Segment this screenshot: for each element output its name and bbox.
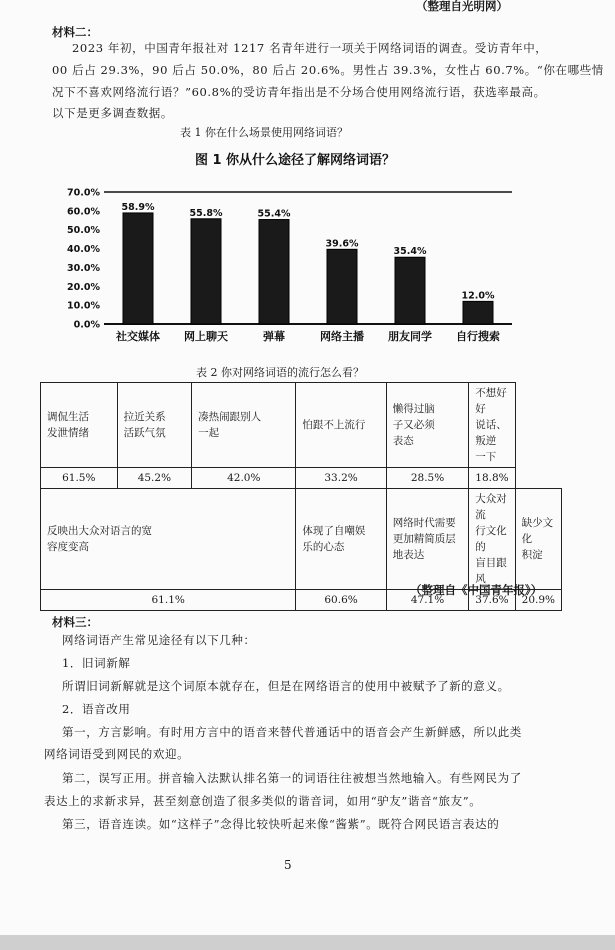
- t2-r2-label-3: 网络时代需要 更加精简质层 地表达: [392, 517, 456, 561]
- t2-r2-value-4: 37.6%: [469, 590, 515, 611]
- table2-row1-labels: [41, 383, 562, 468]
- data-label: 58.9%: [121, 201, 155, 213]
- data-label: 12.0%: [461, 290, 495, 302]
- x-tick-label: 社交媒体: [116, 330, 160, 343]
- material2-line-4: 以下是更多调查数据。: [52, 106, 173, 120]
- material3-intro: 网络词语产生常见途径有以下几种：: [62, 633, 256, 647]
- material2-line-2: 00 后占 29.3%，90 后占 50.0%，80 后占 20.6%。男性占 39.3%，女性占 60.7%。“你在哪些情: [52, 63, 604, 77]
- table1-caption: 表 1 你在什么场景使用网络词语？: [180, 126, 348, 139]
- bar: [463, 301, 493, 324]
- t2-r1-label-3: 凑热闹跟别人 一起: [198, 411, 262, 439]
- bar: [395, 257, 425, 324]
- material3-para4-line1: 第三，语音连读。如“这样子”念得比较快听起来像“酱紫”。既符合网民语言表达的: [62, 817, 500, 831]
- source2: （整理自《中国青年报》）: [410, 583, 543, 597]
- t2-r2-label-1: 反映出大众对语言的宽 容度变高: [47, 525, 152, 553]
- t2-r1-label-4: 怕跟不上流行: [302, 419, 366, 431]
- bar-chart: [60, 144, 520, 350]
- x-tick-label: 朋友同学: [388, 330, 432, 343]
- y-tick-label: 0.0%: [73, 319, 100, 331]
- material3-item2: 2．语音改用: [62, 702, 131, 716]
- x-tick-label: 网络主播: [320, 330, 364, 343]
- t2-r2-value-2: 60.6%: [296, 590, 386, 611]
- t2-r2-label-2: 体现了自嘲娱 乐的心态: [302, 525, 366, 553]
- y-tick-label: 20.0%: [67, 281, 100, 293]
- t2-r1-value-1: 61.5%: [41, 468, 118, 489]
- material3-para2-line1: 第一，方言影响。有时用方言中的语音来替代普通话中的语音会产生新鲜感，所以此类: [62, 725, 522, 739]
- t2-r2-value-1: 61.1%: [41, 590, 296, 611]
- x-tick-label: 自行搜索: [456, 330, 500, 343]
- bar: [327, 249, 357, 324]
- material3-para3-line1: 第二，误写正用。拼音输入法默认排名第一的词语往往被想当然地输入。有些网民为了: [62, 771, 522, 785]
- y-tick-label: 10.0%: [67, 300, 100, 312]
- x-tick-label: 弹幕: [263, 330, 285, 343]
- material2-line-1: 2023 年初，中国青年报社对 1217 名青年进行一项关于网络词语的调查。受访青年中，: [72, 41, 548, 55]
- t2-r1-label-5: 懒得过脑 子又必须 表态: [392, 403, 435, 447]
- y-tick-label: 30.0%: [67, 262, 100, 274]
- material3-para2-line2: 网络词语受到网民的欢迎。: [44, 747, 190, 761]
- material3-item1: 1．旧词新解: [62, 656, 131, 670]
- t2-r1-label-2: 拉近关系 活跃气氛: [123, 411, 166, 439]
- y-tick-label: 50.0%: [67, 225, 100, 237]
- header-source: （整理自光明网）: [416, 0, 508, 13]
- data-label: 55.8%: [189, 207, 223, 219]
- t2-r1-value-6: 18.8%: [469, 468, 515, 489]
- t2-r1-label-1: 调侃生活 发泄情绪: [47, 411, 89, 439]
- bar: [259, 220, 289, 324]
- t2-r2-label-4: 大众对流 行文化的 盲目跟风: [475, 493, 507, 585]
- t2-r1-value-3: 42.0%: [192, 468, 296, 489]
- t2-r1-value-5: 28.5%: [386, 468, 469, 489]
- table2-caption: 表 2 你对网络词语的流行怎么看？: [196, 366, 364, 379]
- y-tick-label: 60.0%: [67, 206, 100, 218]
- chart-title: 图 1 你从什么途径了解网络词语？: [194, 153, 396, 168]
- bar: [123, 213, 153, 324]
- data-label: 35.4%: [393, 246, 427, 258]
- t2-r2-label-5: 缺少文化 积淀: [521, 517, 554, 561]
- material3-heading: 材料三：: [52, 615, 98, 629]
- data-label: 39.6%: [325, 238, 359, 250]
- t2-r1-value-4: 33.2%: [296, 468, 386, 489]
- t2-r2-value-5: 20.9%: [515, 590, 561, 611]
- material3-para3-line2: 表达上的求新求异，甚至刻意创造了很多类似的谐音词，如用“驴友”谐音“旅友”。: [44, 794, 482, 808]
- table2-row2-labels: [41, 489, 562, 590]
- material3-para1-line1: 所谓旧词新解就是这个词原本就存在，但是在网络语言的使用中被赋予了新的意义。: [62, 679, 510, 693]
- material2-heading: 材料二：: [52, 25, 98, 39]
- y-tick-label: 70.0%: [67, 187, 100, 199]
- t2-r2-value-3: 47.1%: [386, 590, 469, 611]
- table2: [40, 382, 562, 611]
- t2-r1-label-6: 不想好好 说话、叛逆 一下: [475, 387, 507, 463]
- table2-row1-values: [41, 468, 562, 489]
- y-tick-label: 40.0%: [67, 244, 100, 256]
- scan-bottom-edge: [0, 935, 615, 950]
- page-number: 5: [284, 858, 292, 872]
- data-label: 55.4%: [257, 208, 291, 220]
- bar: [191, 219, 221, 324]
- material2-line-3: 况下不喜欢网络流行语？”60.8%的受访青年指出是不分场合使用网络流行语，获选率最高。: [52, 85, 546, 99]
- t2-r1-value-2: 45.2%: [117, 468, 192, 489]
- x-tick-label: 网上聊天: [184, 330, 228, 343]
